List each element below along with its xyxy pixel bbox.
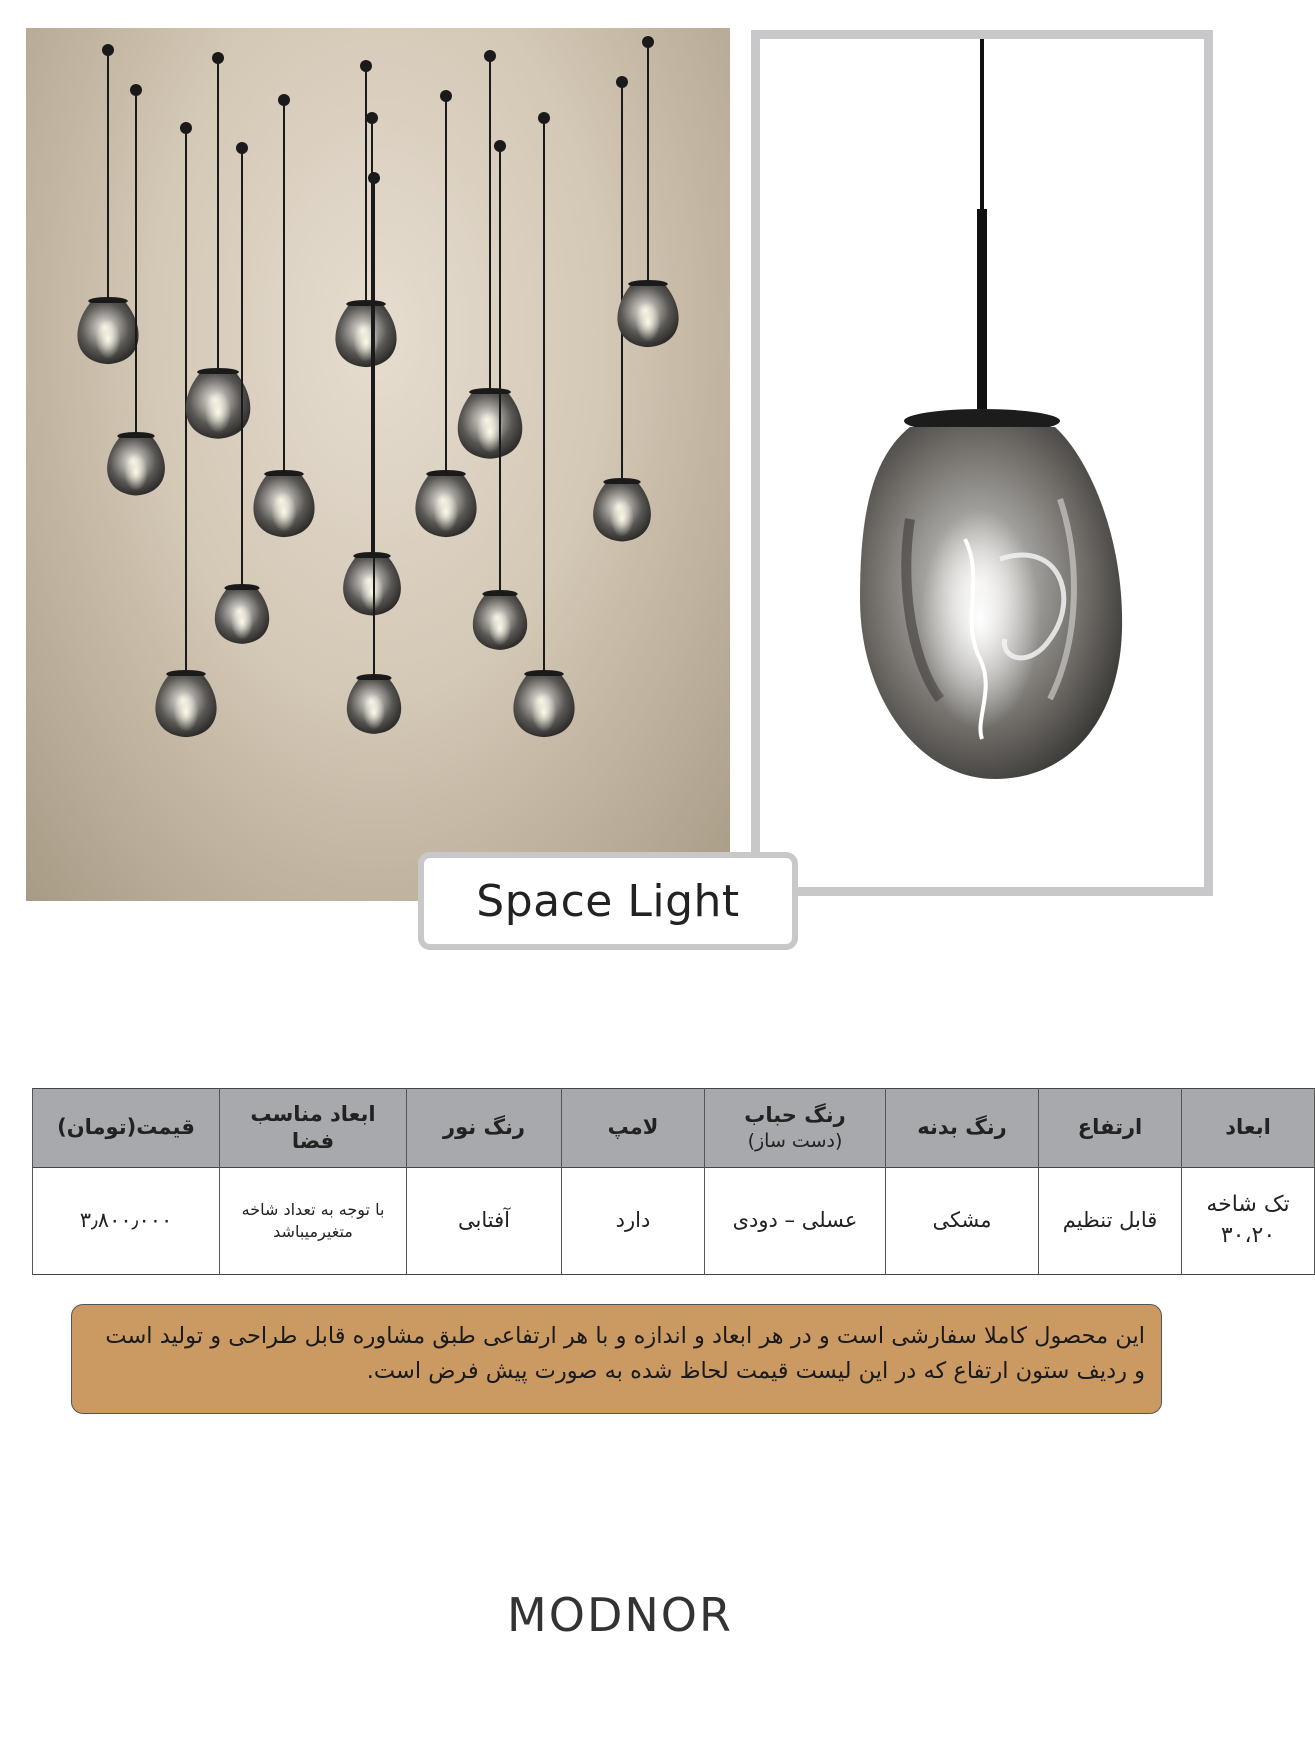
ceiling-mount — [484, 50, 496, 62]
pendant-cluster-image — [26, 28, 730, 901]
ceiling-mount — [180, 122, 192, 134]
pendant-glow — [231, 604, 253, 639]
cell-light-color: آفتابی — [407, 1168, 562, 1275]
header-lamp: لامپ — [562, 1089, 705, 1168]
cell-space-dimensions: با توجه به تعداد شاخه متغیرمیباشد — [220, 1168, 407, 1275]
brand-logo: MODNOR — [507, 1588, 733, 1642]
ceiling-mount — [440, 90, 452, 102]
ceiling-mount — [278, 94, 290, 106]
product-title-box — [418, 852, 798, 950]
single-pendant-image — [760, 39, 1204, 887]
ceiling-mount — [368, 172, 380, 184]
ceiling-mount — [616, 76, 628, 88]
cell-bulb-color: عسلی – دودی — [705, 1168, 886, 1275]
header-dimensions: ابعاد — [1182, 1089, 1315, 1168]
ceiling-mount — [642, 36, 654, 48]
spec-table-header-row — [33, 1089, 1315, 1168]
header-space-dimensions: ابعاد مناسب فضا — [220, 1089, 407, 1168]
ceiling-mount — [212, 52, 224, 64]
cell-lamp: دارد — [562, 1168, 705, 1275]
header-height: ارتفاع — [1039, 1089, 1182, 1168]
ceiling-mount — [366, 112, 378, 124]
header-bulb-color: رنگ حباب (دست ساز) — [705, 1089, 886, 1168]
pendant-glow — [271, 492, 296, 532]
pendant-glow — [363, 694, 385, 729]
cell-dimensions: تک شاخه ۳۰،۲۰ — [1182, 1168, 1315, 1275]
ceiling-mount — [538, 112, 550, 124]
spec-table — [32, 1088, 1315, 1275]
pendant-glow — [95, 319, 120, 359]
pendant-glow — [489, 610, 511, 645]
pendant-glow — [610, 499, 634, 536]
pendant-glow — [531, 692, 556, 732]
header-price: قیمت(تومان) — [33, 1089, 220, 1168]
pendant-glow — [173, 692, 198, 732]
pendant-glow — [124, 453, 148, 490]
product-photo-single — [751, 30, 1213, 896]
cell-body-color: مشکی — [886, 1168, 1039, 1275]
spec-table-row — [33, 1168, 1315, 1275]
pendant-glow — [635, 302, 660, 342]
pendant-glow — [360, 573, 384, 610]
pendant-glow — [205, 391, 232, 433]
ceiling-mount — [236, 142, 248, 154]
header-light-color: رنگ نور — [407, 1089, 562, 1168]
cell-price: ۳٫۸۰۰٫۰۰۰ — [33, 1168, 220, 1275]
ceiling-mount — [102, 44, 114, 56]
ceiling-mount — [494, 140, 506, 152]
product-photo-cluster — [26, 28, 730, 901]
header-body-color: رنگ بدنه — [886, 1089, 1039, 1168]
pendant-glow — [433, 492, 458, 532]
ceiling-mount — [360, 60, 372, 72]
ceiling-mount — [130, 84, 142, 96]
product-title: Space Light — [476, 875, 740, 927]
customization-note: این محصول کاملا سفارشی است و در هر ابعاد و اندازه و با هر ارتفاعی طبق مشاوره قابل طراحی و تولید است و ردیف ستون ارتفاع که در این لیست قیمت لحاظ شده به صورت پیش فرض است. — [71, 1304, 1162, 1414]
cell-height: قابل تنظیم — [1039, 1168, 1182, 1275]
